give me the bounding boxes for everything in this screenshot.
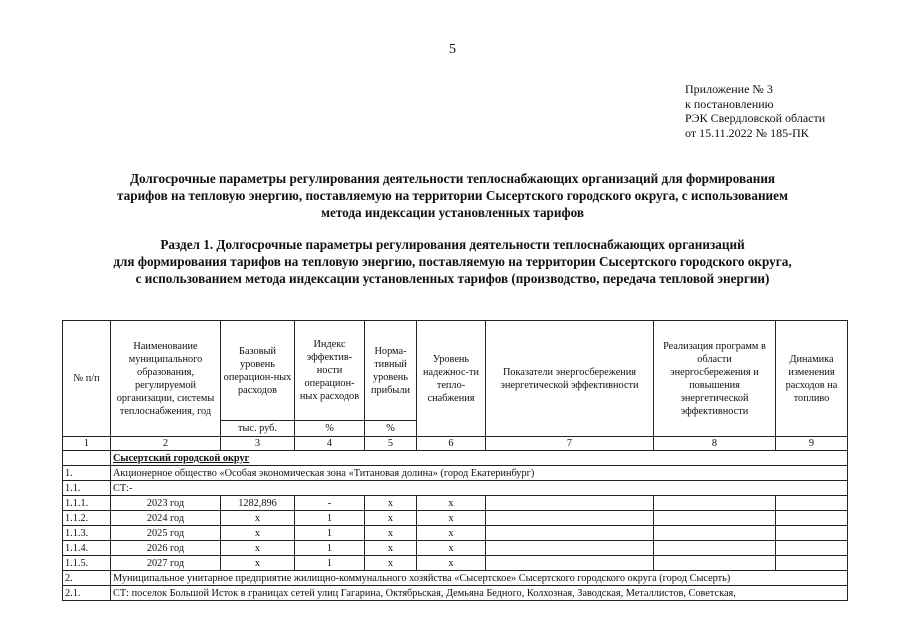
system-row [63, 586, 848, 601]
row-num: 1.1.3. [63, 526, 111, 541]
header-energy: Показатели энергосбережения энергетической эффективности [486, 321, 654, 437]
appendix-line: РЭК Свердловской области [685, 111, 826, 125]
org-row [63, 466, 848, 481]
parameters-table [62, 320, 848, 601]
row-reliability: х [417, 526, 486, 541]
org-num: 2. [63, 571, 111, 586]
row-base: х [221, 511, 295, 526]
document-title [40, 170, 865, 221]
header-dynamics: Динамика изменения расходов на топливо [776, 321, 848, 437]
row-index: 1 [295, 511, 365, 526]
row-base: х [221, 556, 295, 571]
row-norm: х [365, 526, 417, 541]
col-number: 9 [776, 437, 848, 451]
row-reliability: х [417, 511, 486, 526]
section-line: Раздел 1. Долгосрочные параметры регулирования деятельности теплоснабжающих организаций [160, 237, 745, 252]
title-line: тарифов на тепловую энергию, поставляемую на территории Сысертского городского округа, с использованием [117, 188, 788, 203]
section-heading [40, 236, 865, 287]
col-number: 2 [111, 437, 221, 451]
row-base: 1282,896 [221, 496, 295, 511]
row-reliability: х [417, 541, 486, 556]
table-row [63, 511, 848, 526]
row-year: 2023 год [111, 496, 221, 511]
system-num: 2.1. [63, 586, 111, 601]
header-name: Наименование муниципального образования, регулируемой организации, системы теплоснабжения, год [111, 321, 221, 437]
row-reliability: х [417, 556, 486, 571]
col-number: 5 [365, 437, 417, 451]
row-num: 1.1.4. [63, 541, 111, 556]
row-index: - [295, 496, 365, 511]
org-name: Акционерное общество «Особая экономическая зона «Титановая долина» (город Екатеринбург) [111, 466, 848, 481]
col-number: 8 [654, 437, 776, 451]
row-year: 2026 год [111, 541, 221, 556]
col-number: 1 [63, 437, 111, 451]
row-num: 1.1.2. [63, 511, 111, 526]
org-num: 1. [63, 466, 111, 481]
unit-base: тыс. руб. [221, 421, 295, 437]
row-base: х [221, 541, 295, 556]
appendix-line: от 15.11.2022 № 185-ПК [685, 125, 809, 140]
row-base: х [221, 526, 295, 541]
system-name: СТ: поселок Большой Исток в границах сетей улиц Гагарина, Октябрьская, Демьяна Бедного, Колхозная, Заводская, Металлистов, Советская, [111, 586, 848, 601]
col-number: 4 [295, 437, 365, 451]
header-programs: Реализация программ в области энергосбережения и повышения энергетической эффективности [654, 321, 776, 437]
row-norm: х [365, 511, 417, 526]
title-line: метода индексации установленных тарифов [320, 205, 584, 220]
appendix-line: Приложение № 3 [685, 82, 773, 96]
header-base: Базовый уровень операцион-ных расходов [221, 321, 295, 421]
title-line: Долгосрочные параметры регулирования деятельности теплоснабжающих организаций для формирования [129, 171, 776, 186]
page-number: 5 [449, 42, 456, 57]
row-index: 1 [295, 526, 365, 541]
row-norm: х [365, 556, 417, 571]
org-name: Муниципальное унитарное предприятие жилищно-коммунального хозяйства «Сысертское» Сысертского городского округа (город Сысерть) [111, 571, 848, 586]
row-norm: х [365, 541, 417, 556]
col-number: 6 [417, 437, 486, 451]
table-row [63, 541, 848, 556]
header-num: № п/п [63, 321, 111, 437]
row-num: 1.1.5. [63, 556, 111, 571]
table-row [63, 526, 848, 541]
system-row [63, 481, 848, 496]
row-index: 1 [295, 541, 365, 556]
district-row [63, 451, 848, 466]
org-row [63, 571, 848, 586]
row-num: 1.1.1. [63, 496, 111, 511]
section-line: для формирования тарифов на тепловую энергию, поставляемую на территории Сысертского городского округа, [113, 254, 792, 269]
unit-norm: % [365, 421, 417, 437]
appendix-block [685, 82, 825, 140]
row-year: 2024 год [111, 511, 221, 526]
column-number-row [63, 437, 848, 451]
header-reliability: Уровень надежнос-ти тепло-снабжения [417, 321, 486, 437]
col-number: 3 [221, 437, 295, 451]
table-row [63, 496, 848, 511]
system-num: 1.1. [63, 481, 111, 496]
district-name: Сысертский городской округ [111, 451, 848, 466]
row-year: 2027 год [111, 556, 221, 571]
col-number: 7 [486, 437, 654, 451]
system-name: СТ:- [111, 481, 848, 496]
row-reliability: х [417, 496, 486, 511]
row-norm: х [365, 496, 417, 511]
row-index: 1 [295, 556, 365, 571]
section-line: с использованием метода индексации установленных тарифов (производство, передача тепловой энергии) [135, 271, 770, 286]
header-norm: Норма-тивный уровень прибыли [365, 321, 417, 421]
table-row [63, 556, 848, 571]
appendix-line: к постановлению [685, 96, 774, 111]
unit-index: % [295, 421, 365, 437]
header-index: Индекс эффектив-ности операцион-ных расходов [295, 321, 365, 421]
row-year: 2025 год [111, 526, 221, 541]
